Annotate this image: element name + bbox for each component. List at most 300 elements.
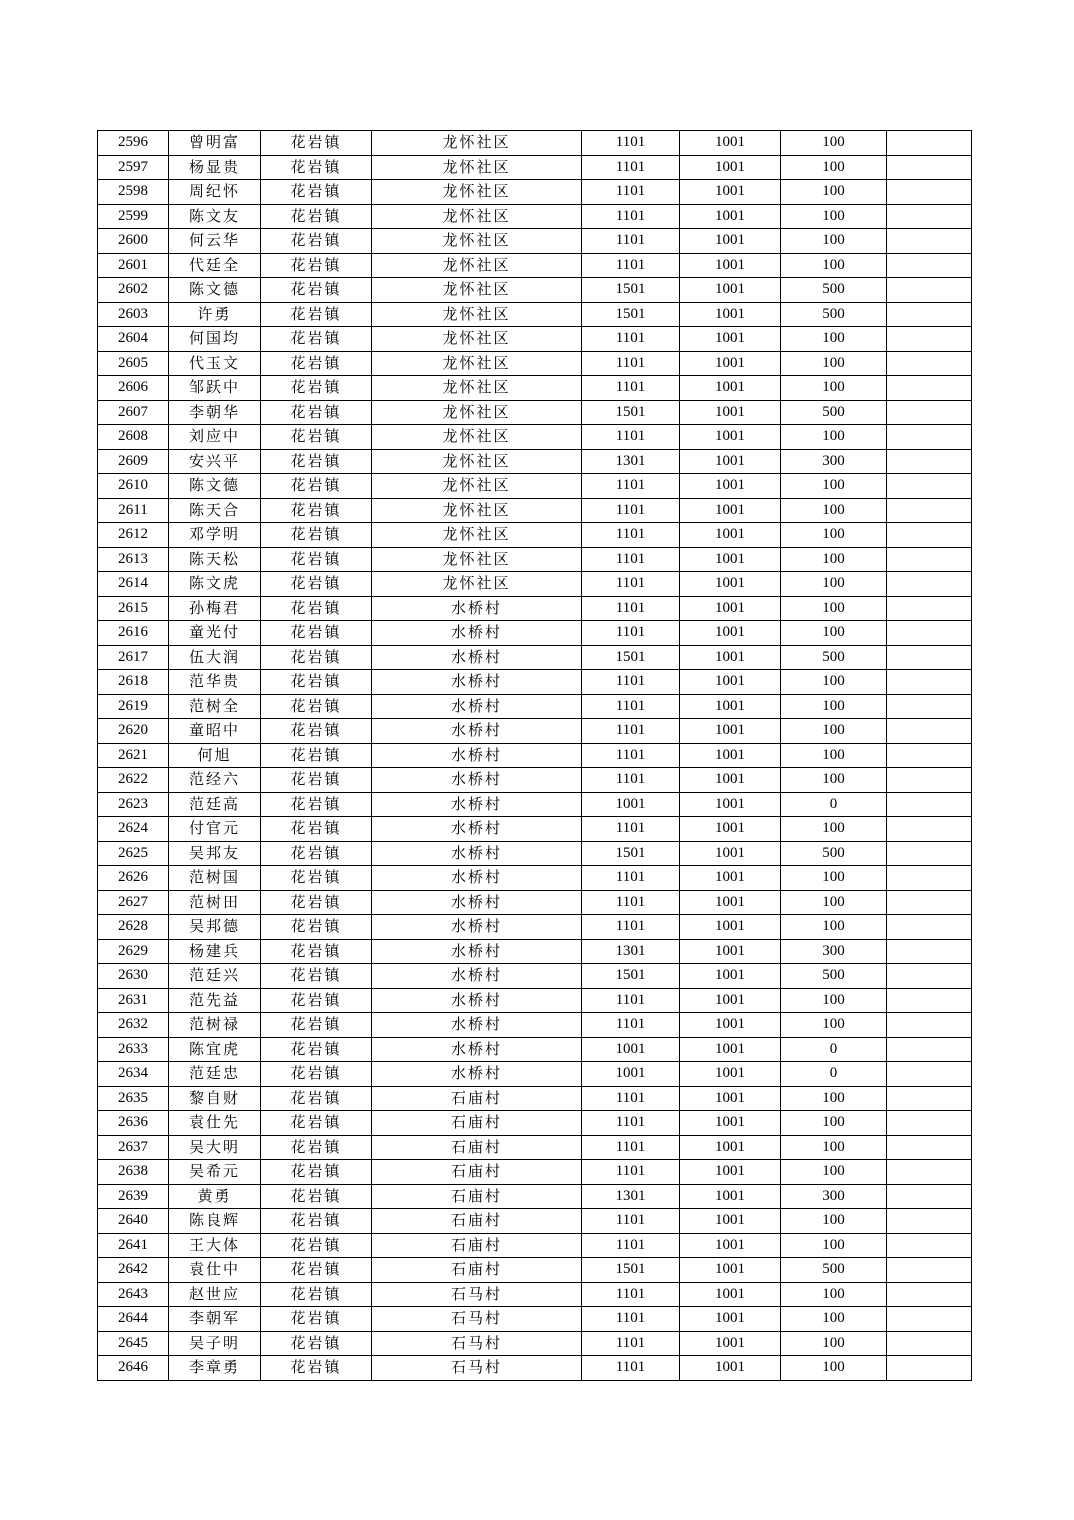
cell-code-b: 1001: [680, 1258, 781, 1283]
cell-row-number: 2635: [98, 1086, 169, 1111]
cell-code-a: 1101: [582, 719, 680, 744]
cell-amount: 100: [781, 768, 887, 793]
cell-row-number: 2642: [98, 1258, 169, 1283]
table-row: [98, 278, 972, 303]
cell-remark: [887, 1331, 972, 1356]
cell-code-b: 1001: [680, 694, 781, 719]
cell-code-b: 1001: [680, 841, 781, 866]
cell-amount: 0: [781, 1037, 887, 1062]
cell-code-a: 1001: [582, 1037, 680, 1062]
cell-row-number: 2641: [98, 1233, 169, 1258]
cell-row-number: 2601: [98, 253, 169, 278]
cell-code-b: 1001: [680, 1184, 781, 1209]
cell-person-name: 刘应中: [169, 425, 261, 450]
cell-town: 花岩镇: [261, 817, 372, 842]
cell-town: 花岩镇: [261, 547, 372, 572]
cell-code-b: 1001: [680, 155, 781, 180]
table-row: [98, 474, 972, 499]
cell-town: 花岩镇: [261, 670, 372, 695]
cell-town: 花岩镇: [261, 1282, 372, 1307]
cell-remark: [887, 498, 972, 523]
cell-town: 花岩镇: [261, 743, 372, 768]
table-row: [98, 596, 972, 621]
cell-code-a: 1501: [582, 841, 680, 866]
cell-remark: [887, 719, 972, 744]
cell-amount: 100: [781, 1135, 887, 1160]
cell-person-name: 何云华: [169, 229, 261, 254]
cell-town: 花岩镇: [261, 890, 372, 915]
cell-code-a: 1101: [582, 1086, 680, 1111]
cell-code-b: 1001: [680, 596, 781, 621]
table-row: [98, 131, 972, 156]
cell-amount: 100: [781, 866, 887, 891]
cell-code-a: 1101: [582, 1233, 680, 1258]
cell-person-name: 童光付: [169, 621, 261, 646]
cell-code-b: 1001: [680, 474, 781, 499]
cell-person-name: 范先益: [169, 988, 261, 1013]
cell-code-b: 1001: [680, 1062, 781, 1087]
cell-person-name: 袁仕中: [169, 1258, 261, 1283]
cell-code-a: 1101: [582, 694, 680, 719]
table-row: [98, 1258, 972, 1283]
cell-row-number: 2608: [98, 425, 169, 450]
cell-amount: 300: [781, 449, 887, 474]
cell-amount: 100: [781, 1086, 887, 1111]
cell-remark: [887, 474, 972, 499]
cell-code-b: 1001: [680, 1111, 781, 1136]
cell-village: 水桥村: [372, 596, 582, 621]
cell-amount: 100: [781, 670, 887, 695]
cell-amount: 500: [781, 841, 887, 866]
cell-code-b: 1001: [680, 131, 781, 156]
cell-town: 花岩镇: [261, 939, 372, 964]
cell-row-number: 2645: [98, 1331, 169, 1356]
cell-village: 龙怀社区: [372, 498, 582, 523]
cell-row-number: 2620: [98, 719, 169, 744]
cell-remark: [887, 376, 972, 401]
cell-code-b: 1001: [680, 376, 781, 401]
cell-remark: [887, 645, 972, 670]
cell-row-number: 2597: [98, 155, 169, 180]
cell-remark: [887, 890, 972, 915]
cell-remark: [887, 841, 972, 866]
cell-village: 龙怀社区: [372, 253, 582, 278]
cell-remark: [887, 425, 972, 450]
cell-row-number: 2617: [98, 645, 169, 670]
cell-code-a: 1101: [582, 670, 680, 695]
cell-person-name: 付官元: [169, 817, 261, 842]
cell-code-a: 1101: [582, 1111, 680, 1136]
table-row: [98, 1086, 972, 1111]
cell-town: 花岩镇: [261, 719, 372, 744]
cell-remark: [887, 351, 972, 376]
cell-code-a: 1501: [582, 1258, 680, 1283]
cell-town: 花岩镇: [261, 351, 372, 376]
cell-remark: [887, 915, 972, 940]
cell-code-b: 1001: [680, 180, 781, 205]
cell-amount: 100: [781, 572, 887, 597]
cell-code-b: 1001: [680, 817, 781, 842]
table-row: [98, 792, 972, 817]
table-row: [98, 572, 972, 597]
cell-person-name: 陈文虎: [169, 572, 261, 597]
cell-amount: 100: [781, 180, 887, 205]
cell-village: 龙怀社区: [372, 474, 582, 499]
cell-person-name: 许勇: [169, 302, 261, 327]
cell-code-b: 1001: [680, 792, 781, 817]
cell-person-name: 陈天合: [169, 498, 261, 523]
cell-amount: 100: [781, 474, 887, 499]
cell-village: 水桥村: [372, 890, 582, 915]
cell-remark: [887, 1135, 972, 1160]
cell-village: 水桥村: [372, 1037, 582, 1062]
cell-person-name: 吴子明: [169, 1331, 261, 1356]
cell-village: 龙怀社区: [372, 425, 582, 450]
cell-code-a: 1101: [582, 1282, 680, 1307]
table-row: [98, 351, 972, 376]
cell-row-number: 2607: [98, 400, 169, 425]
table-row: [98, 376, 972, 401]
table-row: [98, 1356, 972, 1381]
cell-town: 花岩镇: [261, 866, 372, 891]
cell-amount: 0: [781, 1062, 887, 1087]
cell-remark: [887, 939, 972, 964]
cell-code-b: 1001: [680, 866, 781, 891]
cell-village: 石庙村: [372, 1233, 582, 1258]
cell-row-number: 2614: [98, 572, 169, 597]
cell-remark: [887, 1037, 972, 1062]
cell-row-number: 2611: [98, 498, 169, 523]
table-row: [98, 449, 972, 474]
table-row: [98, 1111, 972, 1136]
cell-town: 花岩镇: [261, 572, 372, 597]
cell-town: 花岩镇: [261, 1233, 372, 1258]
cell-town: 花岩镇: [261, 1037, 372, 1062]
cell-code-b: 1001: [680, 1331, 781, 1356]
cell-person-name: 陈文德: [169, 278, 261, 303]
cell-person-name: 范廷高: [169, 792, 261, 817]
cell-remark: [887, 694, 972, 719]
cell-village: 龙怀社区: [372, 278, 582, 303]
table-row: [98, 939, 972, 964]
cell-row-number: 2619: [98, 694, 169, 719]
cell-person-name: 范廷兴: [169, 964, 261, 989]
cell-row-number: 2644: [98, 1307, 169, 1332]
cell-remark: [887, 817, 972, 842]
table-row: [98, 1233, 972, 1258]
roster-body: [98, 131, 972, 1381]
cell-code-a: 1001: [582, 1062, 680, 1087]
cell-row-number: 2616: [98, 621, 169, 646]
cell-village: 石庙村: [372, 1160, 582, 1185]
cell-code-a: 1501: [582, 645, 680, 670]
cell-amount: 500: [781, 1258, 887, 1283]
cell-village: 龙怀社区: [372, 523, 582, 548]
cell-code-a: 1101: [582, 204, 680, 229]
cell-row-number: 2615: [98, 596, 169, 621]
cell-code-a: 1101: [582, 743, 680, 768]
cell-code-b: 1001: [680, 547, 781, 572]
cell-remark: [887, 1282, 972, 1307]
cell-amount: 100: [781, 498, 887, 523]
cell-person-name: 李朝华: [169, 400, 261, 425]
cell-row-number: 2606: [98, 376, 169, 401]
cell-person-name: 杨建兵: [169, 939, 261, 964]
cell-code-a: 1301: [582, 939, 680, 964]
cell-amount: 100: [781, 890, 887, 915]
cell-code-a: 1101: [582, 474, 680, 499]
cell-remark: [887, 1184, 972, 1209]
cell-town: 花岩镇: [261, 1209, 372, 1234]
cell-row-number: 2634: [98, 1062, 169, 1087]
cell-village: 龙怀社区: [372, 449, 582, 474]
table-row: [98, 302, 972, 327]
cell-code-a: 1101: [582, 817, 680, 842]
cell-person-name: 何旭: [169, 743, 261, 768]
cell-town: 花岩镇: [261, 768, 372, 793]
cell-remark: [887, 1013, 972, 1038]
cell-code-a: 1101: [582, 155, 680, 180]
cell-code-b: 1001: [680, 1233, 781, 1258]
cell-amount: 300: [781, 1184, 887, 1209]
cell-code-a: 1101: [582, 866, 680, 891]
cell-person-name: 代玉文: [169, 351, 261, 376]
cell-person-name: 范树禄: [169, 1013, 261, 1038]
table-row: [98, 817, 972, 842]
cell-code-b: 1001: [680, 351, 781, 376]
cell-town: 花岩镇: [261, 1086, 372, 1111]
cell-code-b: 1001: [680, 988, 781, 1013]
cell-village: 石庙村: [372, 1086, 582, 1111]
table-row: [98, 1135, 972, 1160]
cell-amount: 100: [781, 229, 887, 254]
cell-town: 花岩镇: [261, 1356, 372, 1381]
cell-amount: 100: [781, 376, 887, 401]
cell-code-b: 1001: [680, 645, 781, 670]
cell-town: 花岩镇: [261, 915, 372, 940]
cell-code-a: 1101: [582, 915, 680, 940]
cell-remark: [887, 327, 972, 352]
cell-person-name: 伍大润: [169, 645, 261, 670]
cell-town: 花岩镇: [261, 694, 372, 719]
cell-code-b: 1001: [680, 523, 781, 548]
cell-code-a: 1101: [582, 768, 680, 793]
cell-person-name: 孙梅君: [169, 596, 261, 621]
cell-village: 石庙村: [372, 1135, 582, 1160]
cell-code-b: 1001: [680, 915, 781, 940]
cell-village: 龙怀社区: [372, 351, 582, 376]
cell-town: 花岩镇: [261, 964, 372, 989]
cell-code-b: 1001: [680, 1282, 781, 1307]
table-row: [98, 621, 972, 646]
cell-town: 花岩镇: [261, 204, 372, 229]
cell-code-b: 1001: [680, 1307, 781, 1332]
cell-code-a: 1301: [582, 449, 680, 474]
cell-person-name: 陈良辉: [169, 1209, 261, 1234]
cell-remark: [887, 1062, 972, 1087]
cell-remark: [887, 180, 972, 205]
cell-code-b: 1001: [680, 498, 781, 523]
cell-remark: [887, 1086, 972, 1111]
cell-code-a: 1101: [582, 547, 680, 572]
cell-person-name: 吴邦德: [169, 915, 261, 940]
cell-amount: 100: [781, 817, 887, 842]
table-row: [98, 1331, 972, 1356]
cell-village: 龙怀社区: [372, 327, 582, 352]
cell-remark: [887, 523, 972, 548]
cell-remark: [887, 1258, 972, 1283]
cell-code-b: 1001: [680, 621, 781, 646]
cell-remark: [887, 253, 972, 278]
cell-person-name: 陈文德: [169, 474, 261, 499]
cell-village: 龙怀社区: [372, 155, 582, 180]
cell-code-b: 1001: [680, 768, 781, 793]
cell-row-number: 2626: [98, 866, 169, 891]
table-row: [98, 915, 972, 940]
cell-town: 花岩镇: [261, 1062, 372, 1087]
cell-village: 水桥村: [372, 817, 582, 842]
cell-village: 石马村: [372, 1356, 582, 1381]
cell-amount: 100: [781, 988, 887, 1013]
cell-remark: [887, 229, 972, 254]
table-row: [98, 670, 972, 695]
cell-person-name: 袁仕先: [169, 1111, 261, 1136]
cell-village: 石庙村: [372, 1184, 582, 1209]
cell-row-number: 2621: [98, 743, 169, 768]
table-row: [98, 180, 972, 205]
cell-row-number: 2618: [98, 670, 169, 695]
cell-person-name: 陈天松: [169, 547, 261, 572]
cell-village: 龙怀社区: [372, 302, 582, 327]
cell-row-number: 2639: [98, 1184, 169, 1209]
cell-remark: [887, 302, 972, 327]
cell-row-number: 2609: [98, 449, 169, 474]
cell-village: 龙怀社区: [372, 376, 582, 401]
cell-remark: [887, 449, 972, 474]
cell-remark: [887, 792, 972, 817]
cell-person-name: 曾明富: [169, 131, 261, 156]
cell-code-a: 1101: [582, 180, 680, 205]
cell-village: 龙怀社区: [372, 131, 582, 156]
cell-town: 花岩镇: [261, 621, 372, 646]
cell-code-a: 1101: [582, 327, 680, 352]
cell-amount: 500: [781, 964, 887, 989]
cell-code-b: 1001: [680, 1086, 781, 1111]
table-row: [98, 523, 972, 548]
cell-village: 龙怀社区: [372, 547, 582, 572]
cell-person-name: 李章勇: [169, 1356, 261, 1381]
table-row: [98, 204, 972, 229]
cell-remark: [887, 743, 972, 768]
cell-town: 花岩镇: [261, 155, 372, 180]
cell-town: 花岩镇: [261, 425, 372, 450]
cell-code-a: 1101: [582, 1331, 680, 1356]
cell-town: 花岩镇: [261, 1258, 372, 1283]
cell-village: 水桥村: [372, 621, 582, 646]
cell-row-number: 2600: [98, 229, 169, 254]
cell-remark: [887, 278, 972, 303]
cell-amount: 100: [781, 1209, 887, 1234]
cell-remark: [887, 1160, 972, 1185]
cell-town: 花岩镇: [261, 302, 372, 327]
cell-town: 花岩镇: [261, 229, 372, 254]
cell-village: 龙怀社区: [372, 572, 582, 597]
cell-code-b: 1001: [680, 719, 781, 744]
cell-remark: [887, 1356, 972, 1381]
cell-person-name: 邹跃中: [169, 376, 261, 401]
cell-village: 水桥村: [372, 866, 582, 891]
cell-row-number: 2633: [98, 1037, 169, 1062]
cell-town: 花岩镇: [261, 253, 372, 278]
cell-row-number: 2643: [98, 1282, 169, 1307]
cell-code-a: 1001: [582, 792, 680, 817]
cell-person-name: 黎自财: [169, 1086, 261, 1111]
cell-row-number: 2623: [98, 792, 169, 817]
cell-person-name: 吴邦友: [169, 841, 261, 866]
cell-village: 水桥村: [372, 792, 582, 817]
cell-person-name: 范树全: [169, 694, 261, 719]
cell-village: 水桥村: [372, 939, 582, 964]
cell-village: 水桥村: [372, 841, 582, 866]
cell-amount: 100: [781, 523, 887, 548]
cell-code-a: 1101: [582, 572, 680, 597]
cell-row-number: 2625: [98, 841, 169, 866]
cell-row-number: 2646: [98, 1356, 169, 1381]
cell-row-number: 2598: [98, 180, 169, 205]
cell-code-a: 1101: [582, 425, 680, 450]
cell-village: 石马村: [372, 1282, 582, 1307]
cell-code-a: 1501: [582, 964, 680, 989]
cell-row-number: 2602: [98, 278, 169, 303]
cell-code-b: 1001: [680, 278, 781, 303]
cell-person-name: 黄勇: [169, 1184, 261, 1209]
cell-code-a: 1101: [582, 988, 680, 1013]
cell-town: 花岩镇: [261, 327, 372, 352]
cell-village: 石马村: [372, 1331, 582, 1356]
cell-person-name: 吴大明: [169, 1135, 261, 1160]
cell-remark: [887, 988, 972, 1013]
roster-table: [97, 130, 972, 1381]
cell-code-a: 1101: [582, 229, 680, 254]
cell-code-b: 1001: [680, 302, 781, 327]
table-row: [98, 719, 972, 744]
cell-amount: 100: [781, 1111, 887, 1136]
cell-code-a: 1501: [582, 400, 680, 425]
table-row: [98, 768, 972, 793]
cell-amount: 100: [781, 719, 887, 744]
cell-remark: [887, 621, 972, 646]
table-row: [98, 327, 972, 352]
cell-person-name: 吴希元: [169, 1160, 261, 1185]
cell-person-name: 代廷全: [169, 253, 261, 278]
cell-town: 花岩镇: [261, 1160, 372, 1185]
cell-remark: [887, 1111, 972, 1136]
cell-amount: 100: [781, 1233, 887, 1258]
cell-amount: 100: [781, 1356, 887, 1381]
cell-row-number: 2630: [98, 964, 169, 989]
cell-village: 水桥村: [372, 670, 582, 695]
cell-town: 花岩镇: [261, 1013, 372, 1038]
cell-code-a: 1101: [582, 1209, 680, 1234]
cell-row-number: 2610: [98, 474, 169, 499]
cell-village: 水桥村: [372, 915, 582, 940]
table-row: [98, 1037, 972, 1062]
cell-village: 石马村: [372, 1307, 582, 1332]
table-row: [98, 694, 972, 719]
cell-village: 水桥村: [372, 694, 582, 719]
cell-amount: 500: [781, 645, 887, 670]
cell-code-b: 1001: [680, 327, 781, 352]
